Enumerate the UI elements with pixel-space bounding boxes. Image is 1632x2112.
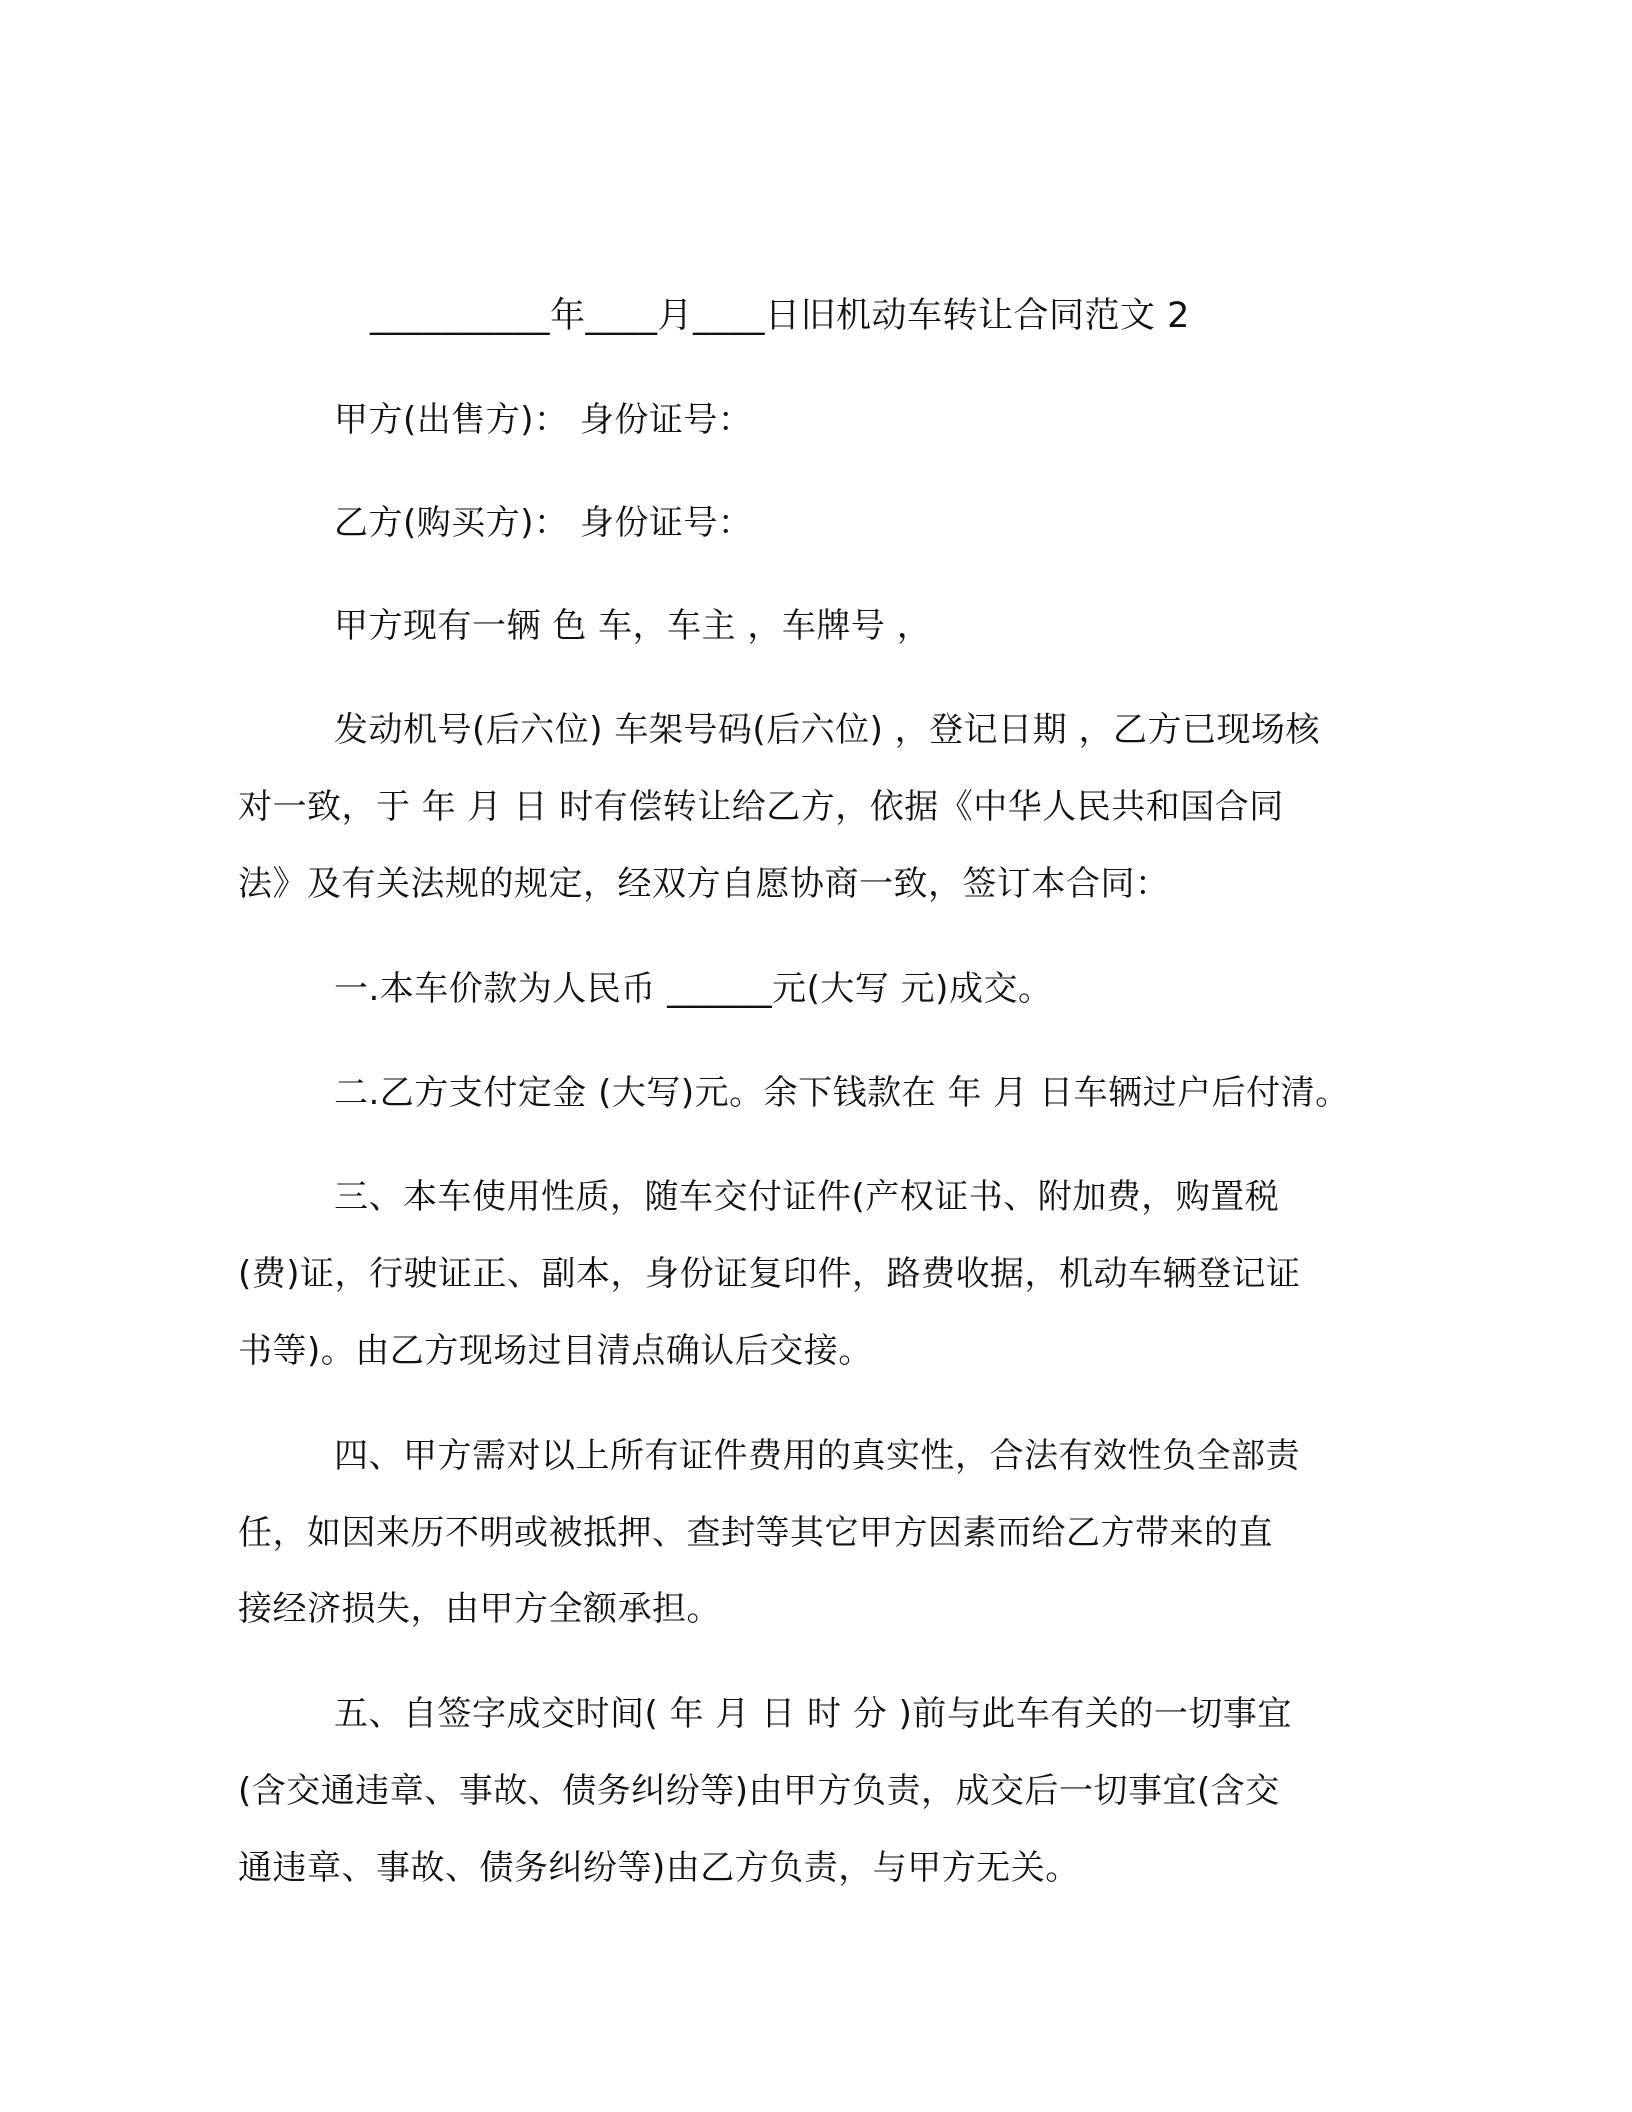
document-title: __________年____月____日旧机动车转让合同范文 2 [370, 296, 1190, 336]
paragraph-line: 法》及有关法规的规定，经双方自愿协商一致，签订本合同： [238, 864, 1170, 904]
clause-3-line: 三、本车使用性质，随车交付证件(产权证书、附加费，购置税 [334, 1177, 1280, 1217]
clause-2-line: 二.乙方支付定金 (大写)元。余下钱款在 年 月 日车辆过户后付清。 [334, 1073, 1350, 1113]
clause-4-line: 任，如因来历不明或被抵押、查封等其它甲方因素而给乙方带来的直 [238, 1513, 1273, 1553]
clause-5-line: 通违章、事故、债务纠纷等)由乙方负责，与甲方无关。 [238, 1848, 1080, 1888]
clause-5-line: 五、自签字成交时间( 年 月 日 时 分 )前与此车有关的一切事宜 [334, 1694, 1292, 1734]
paragraph-line: 发动机号(后六位) 车架号码(后六位) ，登记日期 ，乙方已现场核 [334, 710, 1320, 750]
party-b-line: 乙方(购买方)： 身份证号： [334, 503, 753, 543]
clause-4-line: 四、甲方需对以上所有证件费用的真实性，合法有效性负全部责 [334, 1436, 1300, 1476]
clause-1-line: 一.本车价款为人民币 ______元(大写 元)成交。 [334, 969, 1053, 1009]
clause-3-line: 书等)。由乙方现场过目清点确认后交接。 [238, 1331, 873, 1371]
clause-4-line: 接经济损失，由甲方全额承担。 [238, 1589, 721, 1629]
clause-5-line: (含交通违章、事故、债务纠纷等)由甲方负责，成交后一切事宜(含交 [238, 1771, 1280, 1811]
party-a-line: 甲方(出售方)： 身份证号： [334, 400, 753, 440]
paragraph-line: 甲方现有一辆 色 车，车主 ，车牌号 ， [334, 606, 932, 646]
clause-3-line: (费)证，行驶证正、副本，身份证复印件，路费收据，机动车辆登记证 [238, 1254, 1301, 1294]
paragraph-line: 对一致，于 年 月 日 时有偿转让给乙方，依据《中华人民共和国合同 [238, 787, 1284, 827]
